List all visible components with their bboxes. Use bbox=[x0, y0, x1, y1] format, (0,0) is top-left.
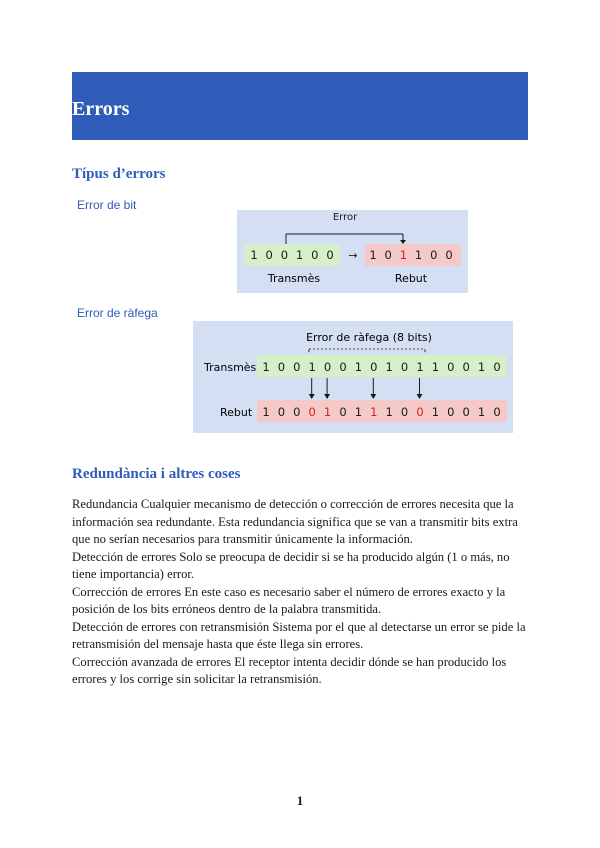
burst-sent-bit: 0 bbox=[277, 360, 286, 374]
burst-sent-bit: 0 bbox=[323, 360, 332, 374]
received-bit: 1 bbox=[414, 248, 423, 262]
sent-bit: 0 bbox=[311, 248, 319, 262]
burst-received-bit: 0 bbox=[277, 405, 286, 419]
burst-error-arrowhead bbox=[370, 394, 376, 399]
burst-error-label: Error de ràfega (8 bits) bbox=[306, 331, 432, 344]
burst-received-bit: 1 bbox=[370, 405, 378, 419]
bit-sent-label: Transmès bbox=[267, 272, 321, 285]
sent-bit: 0 bbox=[280, 248, 289, 262]
burst-received-bit: 0 bbox=[462, 405, 470, 419]
burst-received-bit: 0 bbox=[400, 405, 409, 419]
burst-sent-bit: 0 bbox=[462, 360, 470, 374]
received-bit: 0 bbox=[430, 248, 438, 262]
burst-received-bit: 1 bbox=[477, 405, 486, 419]
bit-error-label: Error bbox=[332, 212, 358, 223]
burst-sent-bit: 1 bbox=[262, 360, 270, 374]
burst-received-bit: 0 bbox=[308, 405, 316, 419]
section-title-error-types: Típus d’errors bbox=[72, 166, 166, 182]
burst-received-bit: 1 bbox=[262, 405, 270, 419]
bit-error-figure bbox=[237, 210, 468, 293]
burst-span-right-mark: › bbox=[423, 346, 427, 355]
bit-received-label: Rebut bbox=[394, 272, 428, 285]
burst-sent-bit: 1 bbox=[477, 360, 486, 374]
burst-sent-bit: 0 bbox=[493, 360, 501, 374]
received-bit: 0 bbox=[384, 248, 392, 262]
burst-sent-bit: 0 bbox=[400, 360, 409, 374]
burst-received-bit: 1 bbox=[323, 405, 332, 419]
burst-sent-bit: 1 bbox=[308, 360, 316, 374]
burst-sent-bit: 1 bbox=[431, 360, 440, 374]
sent-bit: 1 bbox=[250, 248, 258, 262]
burst-received-bit: 1 bbox=[354, 405, 363, 419]
burst-sent-label: Transmès bbox=[204, 361, 257, 374]
burst-received-bit: 0 bbox=[293, 405, 301, 419]
section-title-redundancy: Redundància i altres coses bbox=[72, 466, 241, 482]
burst-received-bit: 1 bbox=[431, 405, 440, 419]
burst-sent-bit: 0 bbox=[293, 360, 301, 374]
burst-error-arrowhead bbox=[417, 394, 423, 399]
paragraph-redundancy: Redundancia Cualquier mecanismo de detección o corrección de errores necesita que la información sea redundante. Esta redundancia significa que se van a transmitir bits extra que no serían necesarios para transmitir únicamente la información. bbox=[72, 497, 518, 546]
burst-error-diagram bbox=[193, 321, 513, 433]
paragraph-retransmission: Detección de errores con retransmisión Sistema por el que al detectarse un error se pide la retransmisión del mensaje hasta que éste llega sin errores. bbox=[72, 619, 526, 651]
subtitle-bit-error: Error de bit bbox=[77, 198, 137, 212]
sent-bit: 1 bbox=[295, 248, 304, 262]
header-banner bbox=[72, 72, 528, 140]
received-bit: 1 bbox=[369, 248, 377, 262]
redundancy-text bbox=[72, 496, 532, 689]
paragraph-advanced-correction: Corrección avanzada de errores El receptor intenta decidir dónde se han producido los errores y los corrige sin solicitar la retransmisión. bbox=[72, 654, 507, 686]
paragraph-error-correction: Corrección de errores En este caso es necesario saber el número de errores exacto y la posición de los bits erróneos dentro de la palabra transmitida. bbox=[72, 584, 506, 616]
burst-sent-bit: 1 bbox=[416, 360, 424, 374]
sent-bit: 0 bbox=[326, 248, 334, 262]
subtitle-burst-error: Error de ràfega bbox=[77, 306, 158, 320]
burst-sent-bit: 1 bbox=[354, 360, 363, 374]
sent-bit: 0 bbox=[265, 248, 273, 262]
page-title: Errors bbox=[72, 98, 130, 120]
burst-received-label: Rebut bbox=[220, 406, 253, 419]
burst-sent-bit: 0 bbox=[447, 360, 455, 374]
burst-span-left-mark: ‹ bbox=[307, 346, 311, 355]
burst-received-bit: 0 bbox=[339, 405, 347, 419]
burst-received-bit: 0 bbox=[447, 405, 455, 419]
burst-error-figure bbox=[193, 321, 513, 433]
burst-error-arrowhead bbox=[309, 394, 315, 399]
burst-received-bit: 1 bbox=[385, 405, 393, 419]
burst-received-bit: 0 bbox=[416, 405, 424, 419]
received-bit: 0 bbox=[445, 248, 453, 262]
burst-sent-bit: 0 bbox=[370, 360, 378, 374]
page-number: 1 bbox=[296, 793, 304, 808]
burst-received-bit: 0 bbox=[493, 405, 501, 419]
burst-sent-bit: 1 bbox=[385, 360, 393, 374]
bit-error-diagram bbox=[237, 210, 468, 293]
transfer-arrow: → bbox=[348, 249, 358, 262]
paragraph-error-detection: Detección de errores Solo se preocupa de decidir si se ha producido algún (1 o más, no tiene importancia) error. bbox=[72, 549, 510, 581]
burst-sent-bit: 0 bbox=[339, 360, 347, 374]
burst-error-arrowhead bbox=[324, 394, 330, 399]
bit-error-arrowhead bbox=[400, 240, 406, 244]
received-bit: 1 bbox=[399, 248, 408, 262]
